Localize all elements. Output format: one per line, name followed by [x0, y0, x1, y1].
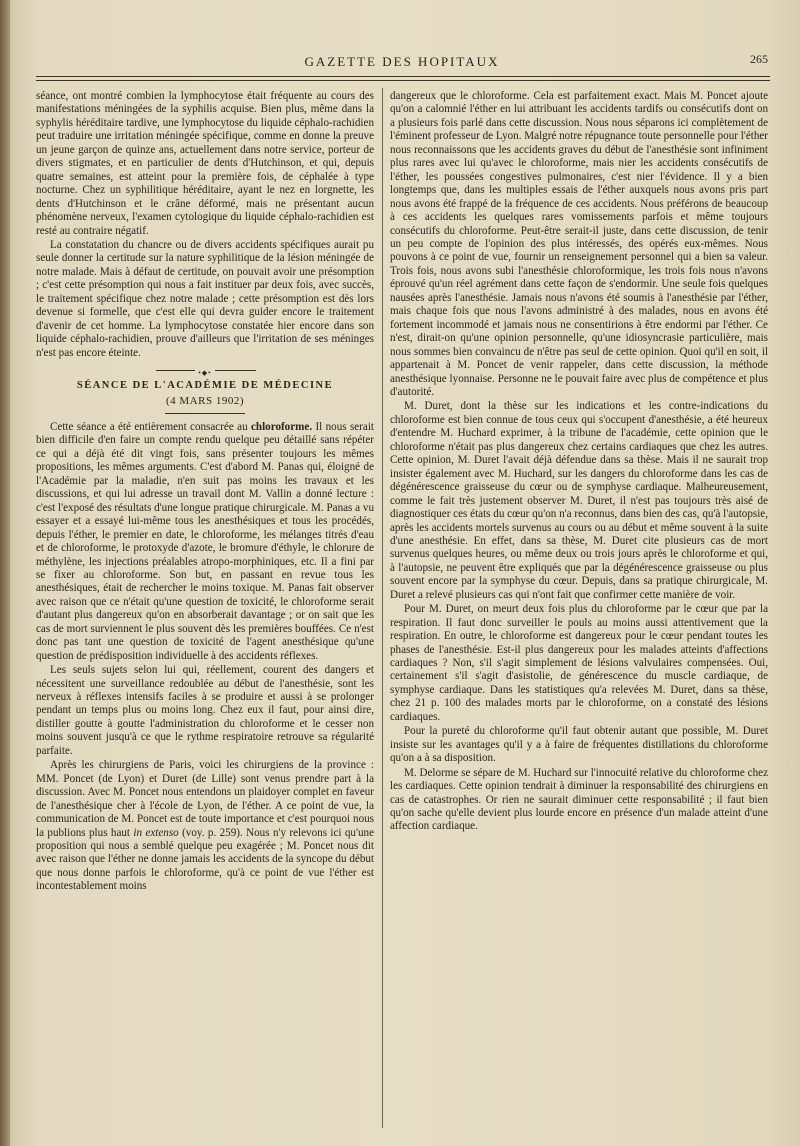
left-paragraph-4: Les seuls sujets selon lui qui, réellement, courent des dangers et nécessitent une surveillance redoublée au début de l'anesthésie, sont les nerveux à réflexes intensifs faciles à se produire et aussi à se prolonger pendant un temps plus ou moins long. Chez eux il faut, pour ainsi dire, distiller goutte à goutte l'administration du chloroforme et le cesser non moins souvent jusqu'à ce que le rythme respiratoire retrouve sa régularité parfaite. [36, 664, 374, 757]
page-number: 265 [750, 52, 768, 66]
right-paragraph-4: Pour la pureté du chloroforme qu'il faut obtenir autant que possible, M. Duret insiste sur les avantages qu'il y a à faire de fréquentes distillations du chloroforme qu'on a à sa disposition. [390, 725, 768, 765]
paragraph-5-lead: Après les chirurgiens de Paris, voici les chirurgiens de la province : MM. Poncet (de Lyon) et Duret (de Lille) sont venus prendre part à la discussion. Avec M. Poncet nous entendons un plaidoyer complet en faveur de l'anesthésique cher à l'école de Lyon, de l'éther. A ce point de vue, la communication de M. Poncet est de toute importance et c'est pourquoi nous la publions plus haut [36, 759, 374, 839]
section-ornament [36, 366, 374, 378]
paragraph-5-rest: (voy. p. 259). Nous n'y relevons ici qu'une proposition qui nous a semblé quelque peu exagérée ; M. Poncet nous dit avec raison que l'éther ne donne jamais les accidents de la syncope du début que nous donne parfois le chloroforme, qu'à ce point de vue l'éther est incontestablement moins [36, 826, 374, 893]
header-rule-thick [36, 76, 770, 77]
column-divider [382, 88, 383, 1128]
page-binding-edge [0, 0, 10, 1146]
section-title: SÉANCE DE L'ACADÉMIE DE MÉDECINE [76, 380, 334, 392]
left-paragraph-2: La constatation du chancre ou de divers accidents spécifiques aurait pu seule donner la certitude sur la nature syphilitique de la lésion méningée de notre malade. Mais à défaut de certitude, on pouvait avoir une présomption ; c'est cette présomption qui nous a fait instituer par deux fois, avec succès, le traitement spécifique chez notre malade ; cette présomption est dès lors devenue si formelle, que c'est elle qui devra guider encore le traitement d'avenir de cet homme. La lymphocytose constatée hier encore dans son liquide céphalo-rachidien, prouve d'ailleurs que l'irritation de ses méninges n'est pas encore éteinte. [36, 238, 374, 359]
left-paragraph-3 [36, 421, 374, 663]
paragraph-3-rest: Il nous serait bien difficile d'en faire un compte rendu quelque peu détaillé sans répéter ce qui a déjà été dit vingt fois, sans présenter toujours les mêmes propositions, les mêmes arguments. C'est d'abord M. Panas qui, éloigné de l'Académie par la maladie, n'en suit pas moins les travaux et les discussions, et qui lui adresse un travail dont M. Vallin a donné lecture : c'est l'exposé des résultats d'une longue pratique chirurgicale. M. Panas a vu essayer et a essayé lui-même tous les anesthésiques et tous les procédés, depuis l'éther, le premier en date, le chloroforme, les mélanges titrés d'eau et de chloroforme, le protoxyde d'azote, le bromure d'éthyle, le chlorure de méthylène, les injections préalables atropo-morphiniques, etc. Il a fini par se fixer au chloroforme. Son but, en passant en revue tous les anesthésiques, était de rechercher le moins toxique. M. Panas fait observer avec raison que ce n'était qu'une question de toxicité, le chloroforme serait d'autant plus dangereux qu'on en absorberait davantage ; or on sait que les cas de mort surviennent le plus souvent dès les premières bouffées. Ce n'est donc pas tant une question de toxicité de l'agent anesthésique qu'une question de prédisposition individuelle à des accidents réflexes. [36, 420, 374, 662]
page-header [36, 52, 768, 74]
section-rule [165, 413, 245, 414]
header-rule-thin [36, 80, 770, 81]
right-paragraph-2: M. Duret, dont la thèse sur les indications et les contre-indications du chloroforme est bien connue de tous ceux qui s'occupent d'anesthésie, a été heureux d'entendre M. Huchard exprimer, à la tribune de l'académie, cette opinion que le chloroforme n'était pas plus dangereux chez certains cardiaques que chez les autres. Cette opinion, M. Duret l'avait déjà défendue dans sa thèse. Mais il ne saurait trop insister également avec M. Huchard, sur les dangers du chloroforme dans les cas de dégénérescence graisseuse du cœur ou de symphyse cardiaque. Malheureusement, comme le fait très justement observer M. Duret, il n'est pas toujours très aisé de diagnostiquer ces états du cœur qu'on n'a reconnus, dans bien des cas, qu'à l'autopsie, après les accidents mortels survenus au cours ou au début et même souvent à la suite d'une anesthésie. En effet, dans sa thèse, M. Duret cite plusieurs cas de mort survenus quelques heures, ou même deux ou trois jours après le chloroforme et qui, à l'autopsie, ne peuvent être expliqués que par la dégénérescence graisseuse ou plus souvent encore par la symphyse du cœur. Depuis, dans sa pratique chirurgicale, M. Duret a relevé plusieurs cas qui n'ont fait que confirmer cette manière de voir. [390, 400, 768, 601]
ornament-glyph: •◆• [195, 369, 214, 377]
right-column [390, 90, 768, 834]
right-paragraph-3: Pour M. Duret, on meurt deux fois plus du chloroforme par le cœur que par la respiration. Il faut donc surveiller le pouls au moins aussi attentivement que la respiration. En outre, le chloroforme est dangereux pour le cœur pendant toutes les phases de l'anesthésie. Est-il plus dangereux pour les malades atteints d'affections cardiaques ? Non, s'il s'agit simplement de lésions valvulaires compensées. Oui, certainement s'il s'agit d'asistolie, de générescence du muscle cardiaque, de symphyse cardiaque. Dans les statistiques qu'a relevées M. Duret, dans sa thèse, chez 21 p. 100 des malades morts par le chloroforme, on a constaté des lésions cardiaques. [390, 603, 768, 723]
section-date: (4 MARS 1902) [165, 394, 244, 407]
journal-title: GAZETTE DES HOPITAUX [304, 54, 500, 69]
paragraph-3-bold-term: chloroforme. [251, 420, 313, 433]
left-paragraph-1: séance, ont montré combien la lymphocytose était fréquente au cours des manifestations méningées de la syphilis acquise. Bien plus, même dans la syphylis héréditaire tardive, une lymphocytose du liquide céphalo-rachidien peut traduire une irritation méningée spécifique, comme en donne la preuve un jeune garçon de quinze ans, actuellement dans notre service, porteur de divers stigmates, et en particulier de dents d'Hutchinson, et qui, depuis quatre semaines, est atteint pour la première fois, de céphalée à type nocturne. Chez un syphilitique héréditaire, ayant le nez en lorgnette, les dents d'Hutchinson et le crâne déformé, mais ne présentant aucun phénomène nerveux, l'examen cytologique du liquide céphalo-rachidien est resté au contraire négatif. [36, 90, 374, 237]
paragraph-5-italic: in extenso [133, 826, 179, 839]
left-column [36, 90, 374, 894]
left-paragraph-5 [36, 759, 374, 894]
right-paragraph-1: dangereux que le chloroforme. Cela est parfaitement exact. Mais M. Poncet ajoute qu'on a calomnié l'éther en lui attribuant les accidents tardifs ou consécutifs dont on a plusieurs fois parlé dans cette discussion. Nous nous séparons ici complètement de l'éminent professeur de Lyon. Malgré notre répugnance toute personnelle pour l'éther nous reconnaissons que les accidents graves du début de l'anesthésie sont infiniment plus rares avec lui qu'avec le chloroforme, mais nier les accidents consécutifs de l'éther, les poussées congestives pulmonaires, c'est nier l'évidence. Il y a bien longtemps que, dans les multiples essais de l'éther auxquels nous avons pris part nous avons été frappé de la fréquence de ces accidents. Nous préférons de beaucoup à ces accidents les quelques rares vomissements parfois et même toujours consécutifs du chloroforme. Peut-être serait-il juste, dans cette discussion, de tenir un peu compte de l'opinion des plus intéressés, des opérés eux-mêmes. Nous pouvons à ce point de vue, fournir un renseignement personnel qui a bien sa valeur. Trois fois, nous avons subi l'anesthésie chloroformique, les trois fois nous n'avons éprouvé qu'un réel agrément dans cette façon de s'endormir. Une seule fois quelques nausées après l'anesthésie. Jamais nous n'avons été soumis à l'anesthésie par l'éther, mais chaque fois que nous l'avons administré à des malades, nous en avons été fortement incommodé et jamais nous ne consentirions à être endormi par l'éther. Ce n'est, dirait-on qu'une opinion personnelle, qu'une idiosyncrasie particulière, mais nous sommes bien convaincu de n'être pas seul de cette opinion. Quoi qu'il en soit, il appartenait à M. Poncet de venir rappeler, dans cette discussion, la méthode anesthésique lyonnaise. Personne ne le pouvait faire avec plus de compétence et plus d'autorité. [390, 90, 768, 398]
paragraph-3-lead: Cette séance a été entièrement consacrée au [50, 420, 248, 433]
right-paragraph-5: M. Delorme se sépare de M. Huchard sur l'innocuité relative du chloroforme chez les cardiaques. Cette opinion tendrait à diminuer la responsabilité des chirurgiens en cas de catastrophes. Or rien ne saurait diminuer cette responsabilité ; il faut bien qu'on sache qu'elle devient plus lourde encore en présence d'un malade atteint d'une affection cardiaque. [390, 766, 768, 833]
